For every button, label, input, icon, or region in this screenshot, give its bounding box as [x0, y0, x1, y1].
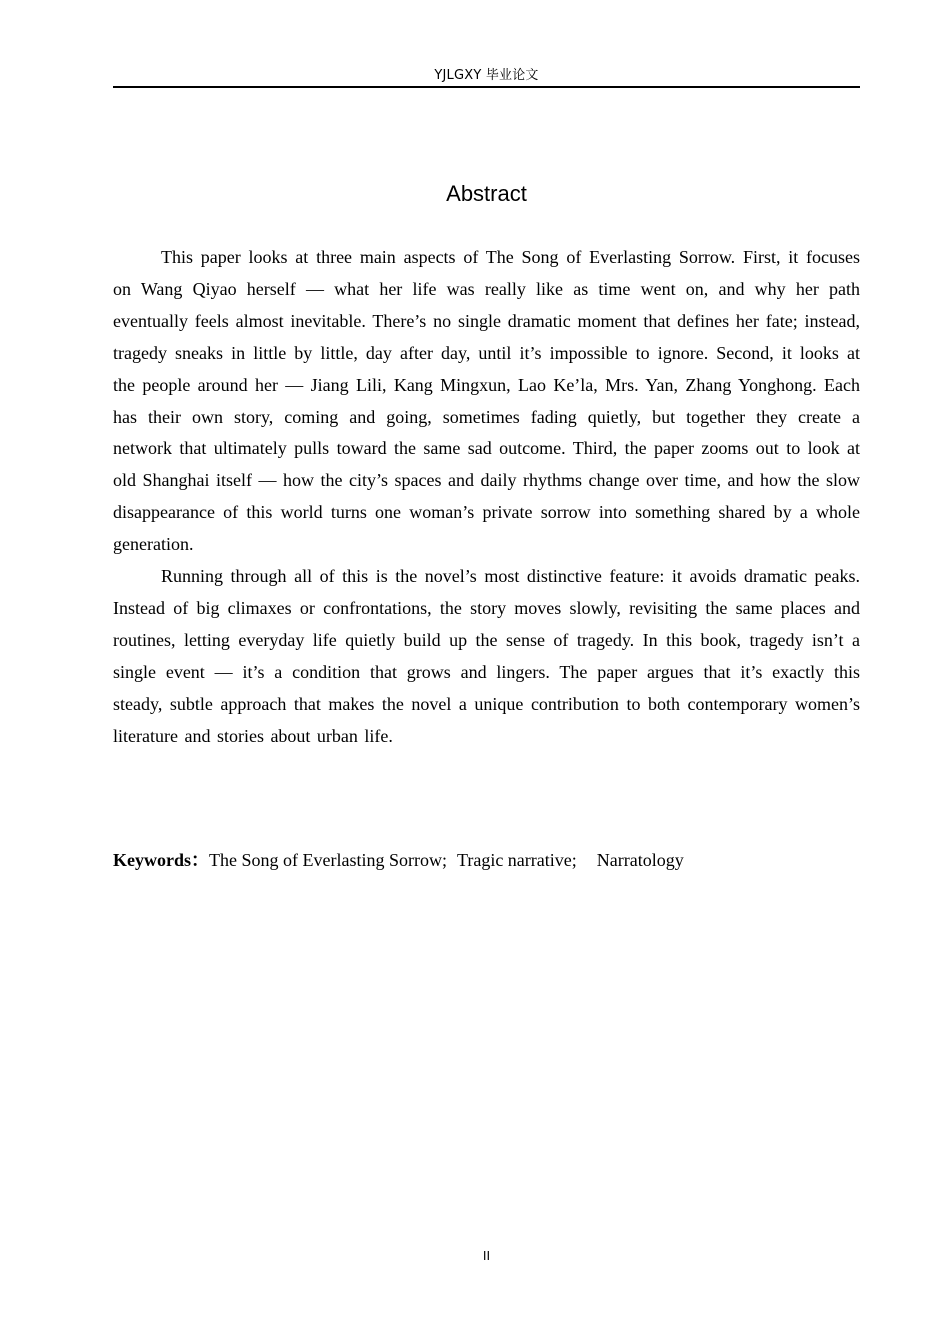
abstract-paragraph-2: Running through all of this is the novel’s most distinctive feature: it avoids dramatic peaks. Instead of big climaxes or confrontations, the story moves slowly, revisiting the same places and routines, letting everyday life quietly build up the sense of tragedy. In this book, tragedy isn’t a single event — it’s a condition that grows and lingers. The paper argues that it’s exactly this steady, subtle approach that makes the novel a unique contribution to both contemporary women’s literature and stories about urban life. — [113, 566, 860, 746]
keywords-line — [113, 846, 860, 874]
header-rule — [113, 86, 860, 88]
keyword-item: The Song of Everlasting Sorrow; — [209, 850, 447, 870]
keyword-item: Tragic narrative; — [456, 850, 577, 870]
abstract-body — [113, 242, 860, 753]
running-header: YJLGXY 毕业论文 — [434, 68, 539, 83]
abstract-paragraph-1: This paper looks at three main aspects of The Song of Everlasting Sorrow. First, it focuses on Wang Qiyao herself — what her life was really like as time went on, and why her path eventually feels almost inevitable. There’s no single dramatic moment that defines her fate; instead, tragedy sneaks in little by little, day after day, until it’s impossible to ignore. Second, it looks at the people around her — Jiang Lili, Kang Mingxun, Lao Ke’la, Mrs. Yan, Zhang Yonghong. Each has their own story, coming and going, sometimes fading quietly, but together they create a network that ultimately pulls toward the same sad outcome. Third, the paper zooms out to look at old Shanghai itself — how the city’s spaces and daily rhythms change over time, and how the slow disappearance of this world turns one woman’s private sorrow into something shared by a whole generation. — [113, 247, 860, 555]
keywords-label: Keywords： — [113, 850, 209, 870]
abstract-title: Abstract — [446, 181, 527, 206]
page-number: II — [482, 1248, 491, 1263]
keyword-item: Narratology — [596, 850, 684, 870]
